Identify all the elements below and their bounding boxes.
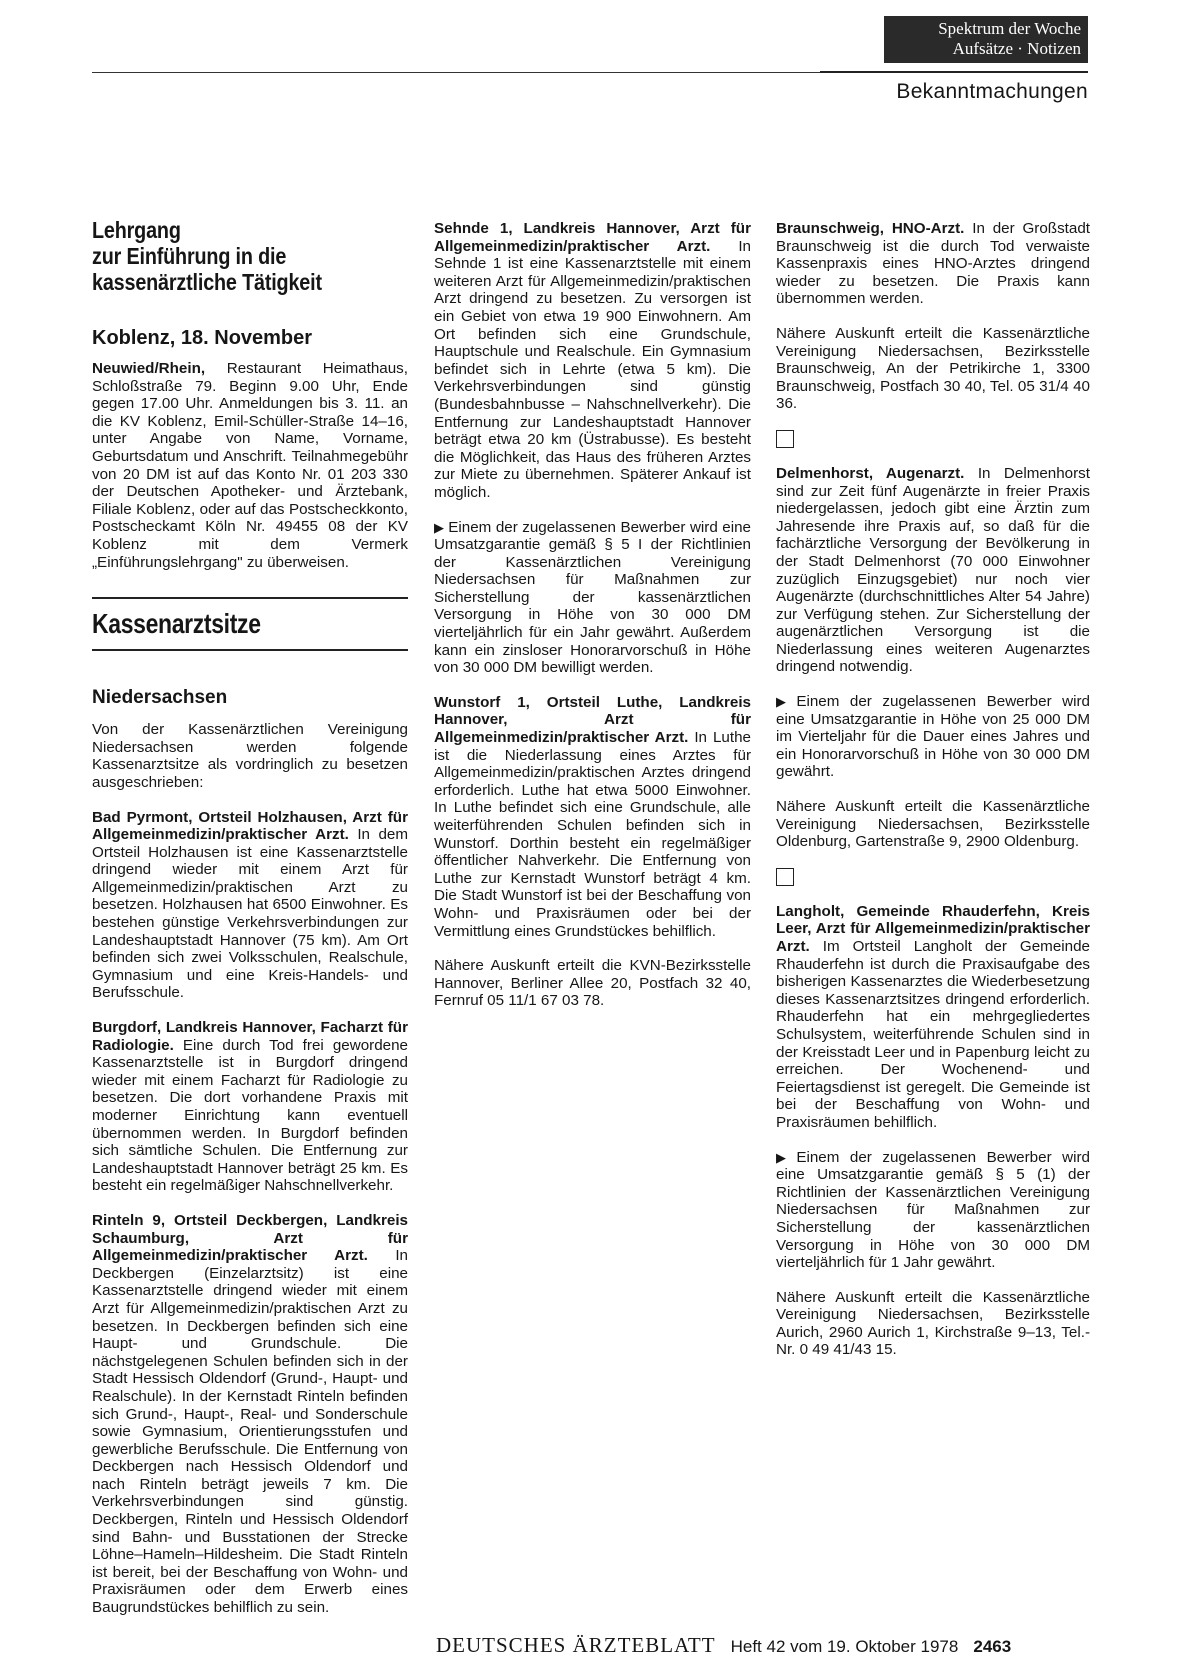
- course-location-date: Koblenz, 18. November: [92, 327, 313, 349]
- entry-sehnde-guarantee: [434, 519, 751, 677]
- entry-wunstorf: [434, 694, 751, 940]
- entry-lead: Bad Pyrmont, Ortsteil Holzhausen, Arzt für Allgemeinmedizin/praktischer Arzt.: [92, 808, 408, 844]
- section-rule-bottom: [92, 649, 408, 651]
- course-title-line: zur Einführung in die: [92, 243, 287, 269]
- entry-guarantee: Einem der zugelassenen Bewerber wird eine Umsatzgarantie gemäß § 5 (1) der Richtlinien der Kassenärztlichen Vereinigung Niedersachsen für Maßnahmen zur Sicherstellung der kassenärztlichen Versorgung in Höhe von 30 000 DM vierteljährlich für 1 Jahr gewährt.: [776, 1148, 1091, 1272]
- course-title-line: Lehrgang: [92, 217, 181, 243]
- column-3: [776, 220, 1090, 1376]
- entry-langholt-contact: Nähere Auskunft erteilt die Kassenärztliche Vereinigung Niedersachsen, Bezirksstelle Aurich, 2960 Aurich 1, Kirchstraße 9–13, Tel.-Nr. 0 49 41/43 15.: [776, 1288, 1090, 1359]
- end-box-icon: [776, 430, 794, 448]
- entry-delmenhorst-contact: Nähere Auskunft erteilt die Kassenärztliche Vereinigung Niedersachsen, Bezirksstelle Oldenburg, Gartenstraße 9, 2900 Oldenburg.: [776, 798, 1090, 851]
- triangle-arrow-icon: ▶: [776, 1149, 793, 1165]
- section-title: Kassenarztsitze: [92, 608, 261, 640]
- triangle-arrow-icon: ▶: [776, 694, 793, 710]
- course-notice: [92, 360, 408, 571]
- course-title: [92, 217, 402, 295]
- entry-braunschweig-contact: Nähere Auskunft erteilt die Kassenärztliche Vereinigung Niedersachsen, Bezirksstelle Braunschweig, An der Petrikirche 1, 3300 Braunschweig, Postfach 30 40, Tel. 05 31/4 40 36.: [776, 324, 1090, 413]
- section-rule-top: [92, 597, 408, 599]
- page-number: 2463: [973, 1637, 1012, 1656]
- entry-rinteln: [92, 1212, 408, 1617]
- course-notice-lead: Neuwied/Rhein,: [92, 360, 206, 377]
- entry-lead: Burgdorf, Landkreis Hannover, Facharzt für Radiologie.: [92, 1019, 408, 1054]
- entry-guarantee: Einem der zugelassenen Bewerber wird eine Umsatzgarantie gemäß § 5 I der Richtlinien der Kassenärztlichen Vereinigung Niedersachsen für Maßnahmen zur Sicherstellung der kassenärztlichen Versorgung in Höhe von 30 000 DM vierteljährlich für ein Jahr gewährt. Außerdem kann ein zinsloser Honorarvorschuß in Höhe von 30 000 DM bewilligt werden.: [434, 518, 752, 677]
- end-box-icon: [776, 868, 794, 886]
- entry-langholt: [776, 903, 1090, 1132]
- entry-delmenhorst-guarantee: [776, 693, 1090, 781]
- journal-name: DEUTSCHES ÄRZTEBLATT: [436, 1633, 716, 1657]
- entry-body: Eine durch Tod frei gewordene Kassenarztstelle ist in Burgdorf dringend wieder mit einem Facharzt für Radiologie zu besetzen. Die dort vorhandene Praxis mit moderner Einrichtung kann eventuell übernommen werden. In Burgdorf befinden sich sämtliche Schulen. Die Entfernung zur Landeshauptstadt Hannover beträgt 25 km. Es besteht ein regelmäßiger Nahschnellverkehr.: [92, 1036, 408, 1195]
- triangle-arrow-icon: ▶: [434, 519, 445, 535]
- masthead-tag: [884, 16, 1088, 63]
- column-2: [434, 220, 751, 1027]
- entry-body: In Luthe ist die Niederlassung eines Arztes für Allgemeinmedizin/praktischen Arztes dringend erforderlich. Luthe hat etwa 5000 Einwohner. In Luthe befindet sich eine Grundschule, alle weiterführenden Schulen befinden sich in Wunstorf. Dorthin besteht ein regelmäßiger öffentlicher Nahverkehr. Die Entfernung von Luthe zur Kernstadt Wunstorf beträgt 4 km. Die Stadt Wunstorf ist bei der Beschaffung von Wohn- und Praxisräumen oder bei der Vermittlung eines Grundstückes behilflich.: [434, 729, 751, 940]
- entry-lead: Rinteln 9, Ortsteil Deckbergen, Landkreis Schaumburg, Arzt für Allgemeinmedizin/praktischer Arzt.: [92, 1211, 408, 1265]
- entry-lead: Wunstorf 1, Ortsteil Luthe, Landkreis Hannover, Arzt für Allgemeinmedizin/praktischer Arzt.: [434, 693, 751, 747]
- entry-lead: Sehnde 1, Landkreis Hannover, Arzt für Allgemeinmedizin/praktischer Arzt.: [434, 220, 751, 255]
- masthead-line2: Aufsätze · Notizen: [952, 39, 1081, 58]
- entry-body: Im Ortsteil Langholt der Gemeinde Rhauderfehn ist durch die Praxisaufgabe des bisherigen Kassenarztes die Wiederbesetzung dieses Kassenarztsitzes dringend erforderlich. Rhauderfehn hat ein mehrgegliedertes Schulsystem, weiterführende Schulen sind in der Kreisstadt Leer und in Papenburg leicht zu erreichen. Der Wochenend- und Feiertagsdienst ist geregelt. Die Gemeinde ist bei der Beschaffung von Wohn- und Praxisräumen behilflich.: [776, 938, 1090, 1131]
- entry-braunschweig: [776, 220, 1090, 308]
- entry-delmenhorst: [776, 465, 1090, 676]
- header-rule-accent: [820, 71, 1088, 73]
- entry-lead: Braunschweig, HNO-Arzt.: [776, 220, 965, 237]
- entry-body: In Sehnde 1 ist eine Kassenarztstelle mit einem weiteren Arzt für Allgemeinmedizin/praktischen Arzt dringend zu besetzen. Zu versorgen ist ein Gebiet von etwa 19 900 Einwohnern. Am Ort befinden sich eine Grundschule, Hauptschule und Realschule. Ein Gymnasium befindet sich in Lehrte (etwa 5 km). Die Verkehrsverbindungen sind günstig (Bundesbahnbusse – Nahschnellverkehr). Die Entfernung zur Landeshauptstadt Hannover beträgt etwa 20 km (Üstrabusse). Es besteht die Möglichkeit, das Haus des früheren Arztes zur Miete zu übernehmen. Späterer Ankauf ist möglich.: [434, 237, 751, 501]
- course-notice-body: Restaurant Heimathaus, Schloßstraße 79. Beginn 9.00 Uhr, Ende gegen 17.00 Uhr. Anmeldungen bis 3. 11. an die KV Koblenz, Emil-Schüller-Straße 14–16, unter Angabe von Name, Vorname, Geburtsdatum und Anschrift. Teilnahmegebühr von 20 DM ist auf das Konto Nr. 01 203 330 der Deutschen Apotheker- und Ärztebank, Filiale Koblenz, oder auf das Postscheckkonto, Postscheckamt Köln Nr. 49455 08 der KV Koblenz mit dem Vermerk „Einführungslehrgang" zu überweisen.: [92, 360, 408, 571]
- section-intro: Von der Kassenärztlichen Vereinigung Niedersachsen werden folgende Kassenarztsitze als vordringlich zu besetzen ausgeschrieben:: [92, 721, 408, 791]
- entry-burgdorf: [92, 1019, 408, 1195]
- masthead-line1: Spektrum der Woche: [938, 19, 1081, 38]
- entry-sehnde: [434, 220, 751, 502]
- entry-body: In Delmenhorst sind zur Zeit fünf Augenärzte in freier Praxis niedergelassen, jedoch gibt eine Ärztin zum Jahresende ihre Praxis auf, so daß für die fachärztliche Versorgung der Bevölkerung in der Stadt Delmenhorst (70 000 Einwohner zuzüglich Einzugsgebiet) nur noch vier Augenärzte (durchschnittliches Alter 54 Jahre) zur Verfügung stehen. Zur Sicherstellung der augenärztlichen Versorgung ist die Niederlassung eines weiteren Augenarztes dringend notwendig.: [776, 464, 1090, 676]
- section-label: Bekanntmachungen: [896, 80, 1088, 103]
- entry-langholt-guarantee: [776, 1149, 1090, 1272]
- course-title-line: kassenärztliche Tätigkeit: [92, 269, 322, 295]
- entry-body: In dem Ortsteil Holzhausen ist eine Kassenarztstelle dringend wieder mit einem Arzt für Allgemeinmedizin/praktischen Arzt zu besetzen. Holzhausen hat 6500 Einwohner. Es bestehen günstige Verkehrsverbindungen zur Landeshauptstadt Hannover (75 km). Am Ort befinden sich zwei Volksschulen, Realschule, Gymnasium und eine Kreis-Handels- und Berufsschule.: [92, 826, 408, 1002]
- entry-body: In Deckbergen (Einzelarztsitz) ist eine Kassenarztstelle dringend wieder mit einem Arzt für Allgemeinmedizin/praktischen Arzt zu besetzen. In Deckbergen befinden sich eine Haupt- und Grundschule. Die nächstgelegenen Schulen befinden sich in der Stadt Hessisch Oldendorf (Grund-, Haupt- und Realschule). In der Kernstadt Rinteln befinden sich Grund-, Haupt-, Real- und Sonderschule sowie Gymnasium, Orientierungsstufen und gewerbliche Berufsschule. Die Entfernung von Deckbergen nach Hessisch Oldendorf und nach Rinteln beträgt jeweils 7 km. Die Verkehrsverbindungen sind günstig. Deckbergen, Rinteln und Hessisch Oldendorf sind Bahn- und Busstationen der Strecke Löhne–Hameln–Hildesheim. Die Stadt Rinteln ist bereit, bei der Beschaffung von Wohn- und Praxisräumen oder dem Erwerb eines Baugrundstückes behilflich zu sein.: [92, 1247, 408, 1617]
- region-heading: Niedersachsen: [92, 687, 228, 709]
- issue-info: Heft 42 vom 19. Oktober 1978: [730, 1637, 959, 1656]
- entry-body: In der Großstadt Braunschweig ist die durch Tod verwaiste Kassenpraxis eines HNO-Arztes dringend wieder zu besetzen. Die Praxis kann übernommen werden.: [776, 220, 1090, 308]
- entry-lead: Delmenhorst, Augenarzt.: [776, 464, 965, 482]
- entry-bad-pyrmont: [92, 809, 408, 1003]
- column-1: [92, 217, 408, 1634]
- entry-lead: Langholt, Gemeinde Rhauderfehn, Kreis Leer, Arzt für Allgemeinmedizin/praktischer Arzt.: [776, 902, 1090, 955]
- page-footer: [436, 1633, 1090, 1658]
- entry-wunstorf-contact: Nähere Auskunft erteilt die KVN-Bezirksstelle Hannover, Berliner Allee 20, Postfach 32 40, Fernruf 05 11/1 67 03 78.: [434, 957, 751, 1010]
- entry-guarantee: Einem der zugelassenen Bewerber wird eine Umsatzgarantie in Höhe von 25 000 DM im Vierteljahr für die Dauer eines Jahres und ein Honorarvorschuß in Höhe von 30 000 DM gewährt.: [776, 693, 1091, 781]
